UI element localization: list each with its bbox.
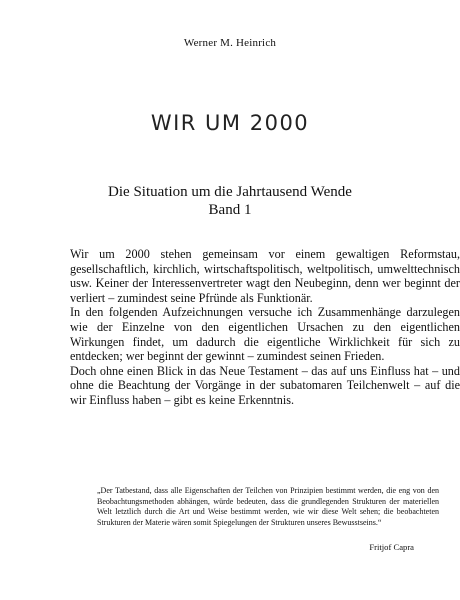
document-subtitle-block [0, 183, 460, 219]
paragraph: Wir um 2000 stehen gemeinsam vor einem gewaltigen Reformstau, gesellschaftlich, kirchlich, wirtschaftspolitisch, weltpolitisch, umwelttechnisch usw. Keiner der Interessenvertreter wagt den Neubeginn, denn wer beginnt der verliert – zumindest seine Pfründe als Funktionär. [70, 247, 460, 305]
document-title: WIR UM 2000 [150, 111, 310, 135]
author-name: Werner M. Heinrich [183, 37, 277, 49]
paragraph: In den folgenden Aufzeichnungen versuche ich Zusammenhänge darzulegen wie der Einzelne von den eigentlichen Ursachen zu den eigentlichen Wirkungen findet, um dadurch die eigentliche Wirklichkeit für sich zu entdecken; wer beginnt der gewinnt – zumindest seinen Frieden. [70, 305, 460, 364]
quote-author: Fritjof Capra [369, 542, 414, 552]
paragraph: Doch ohne einen Blick in das Neue Testament – das auf uns Einfluss hat – und ohne die Beachtung der Vorgänge in der subatomaren Teilchenwelt – auf die wir Einfluss haben – gibt es keine Erkenntnis. [70, 363, 460, 407]
body-text [70, 247, 460, 408]
volume-label: Band 1 [208, 202, 252, 218]
document-subtitle: Die Situation um die Jahrtausend Wende [108, 184, 352, 200]
epigraph-quote: „Der Tatbestand, dass alle Eigenschaften der Teilchen von Prinzipien bestimmt werden, die eng von den Beobachtungsmethoden abhängen, würde bedeuten, dass die grundlegenden Strukturen der materiellen Welt letztlich durch die Art und Weise bestimmt werden, wie wir diese Welt sehen; die beobachteten Strukturen der Materie wären somit Spiegelungen der Strukturen unseres Bewusstseins.“ [97, 486, 439, 528]
